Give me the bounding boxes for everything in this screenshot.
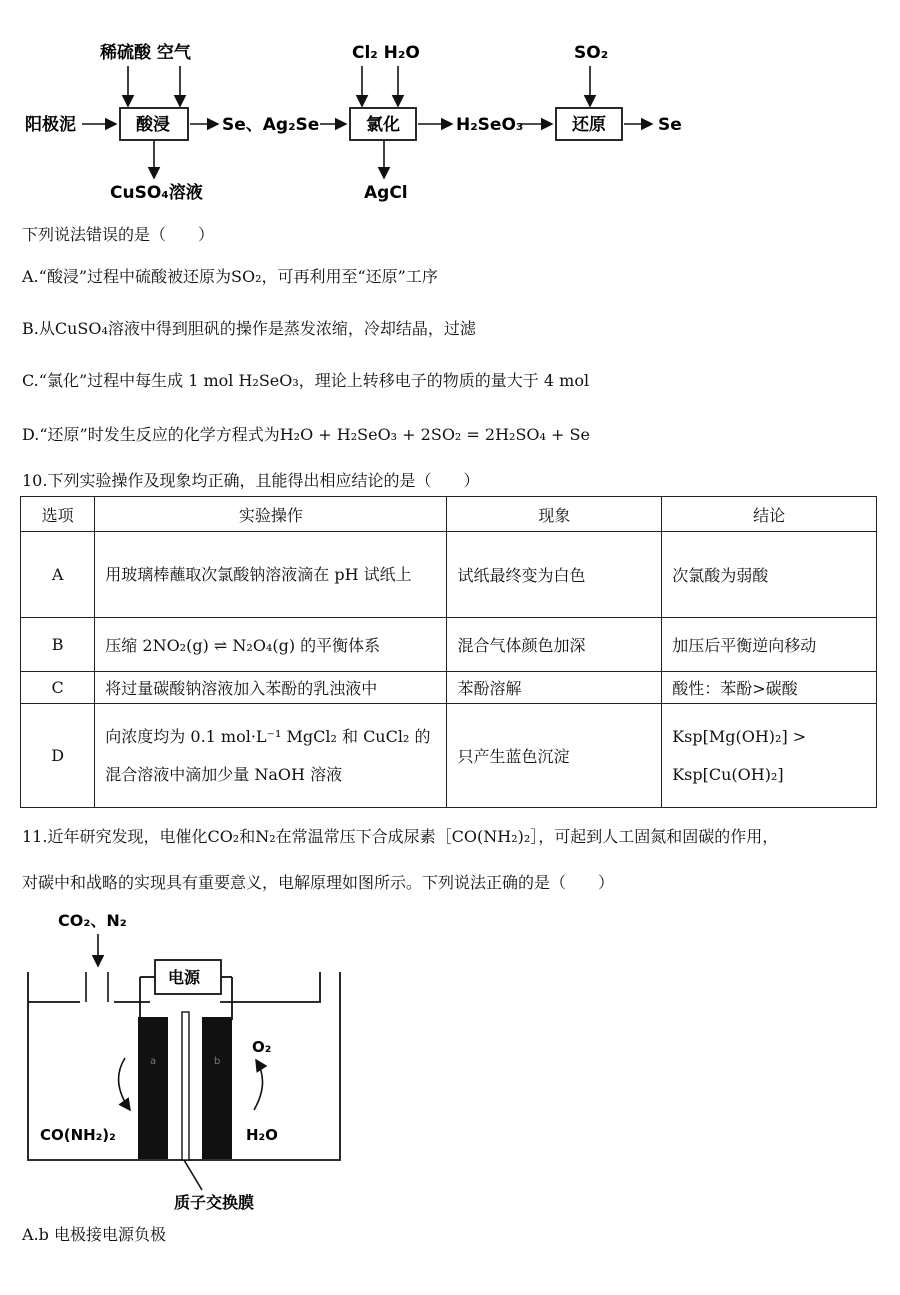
row-d-option: D bbox=[21, 704, 95, 808]
header-phenomenon: 现象 bbox=[447, 497, 662, 532]
row-c-phenomenon: 苯酚溶解 bbox=[447, 672, 662, 704]
row-d-phenomenon: 只产生蓝色沉淀 bbox=[447, 704, 662, 808]
q9-option-c: C.“氯化”过程中每生成 1 mol H₂SeO₃，理论上转移电子的物质的量大于 4 mol bbox=[22, 371, 590, 390]
row-c-option: C bbox=[21, 672, 95, 704]
electrode-a-label: a bbox=[150, 1056, 157, 1067]
electrode-b bbox=[202, 1017, 232, 1159]
flow-mid2: H₂SeO₃ bbox=[456, 115, 524, 135]
table-row bbox=[21, 704, 877, 808]
q9-option-d: D.“还原”时发生反应的化学方程式为H₂O + H₂SeO₃ + 2SO₂ = 2H₂SO₄ + Se bbox=[22, 425, 590, 444]
row-c-operation: 将过量碳酸钠溶液加入苯酚的乳浊液中 bbox=[95, 672, 447, 704]
experiment-table bbox=[20, 496, 877, 808]
row-d-conclusion: Ksp[Mg(OH)₂] > Ksp[Cu(OH)₂] bbox=[662, 704, 877, 808]
q11-option-a: A.b 电极接电源负极 bbox=[22, 1225, 166, 1244]
product-label: CO(NH₂)₂ bbox=[40, 1126, 116, 1144]
row-a-operation: 用玻璃棒蘸取次氯酸钠溶液滴在 pH 试纸上 bbox=[95, 532, 447, 618]
flow-inputs-top1: 稀硫酸 空气 bbox=[100, 43, 191, 63]
q9-option-b: B.从CuSO₄溶液中得到胆矾的操作是蒸发浓缩，冷却结晶，过滤 bbox=[22, 319, 476, 338]
header-option: 选项 bbox=[21, 497, 95, 532]
row-b-phenomenon: 混合气体颜色加深 bbox=[447, 618, 662, 672]
row-a-phenomenon: 试纸最终变为白色 bbox=[447, 532, 662, 618]
header-conclusion: 结论 bbox=[662, 497, 877, 532]
o2-label: O₂ bbox=[252, 1038, 272, 1056]
membrane-label: 质子交换膜 bbox=[174, 1193, 255, 1212]
q9-stem: 下列说法错误的是（ ） bbox=[22, 225, 215, 244]
q11-line2: 对碳中和战略的实现具有重要意义，电解原理如图所示。下列说法正确的是（ ） bbox=[22, 873, 615, 892]
flow-box1-label: 酸浸 bbox=[136, 115, 170, 135]
flow-end: Se bbox=[658, 115, 682, 135]
flow-out-bottom2: AgCl bbox=[364, 183, 408, 203]
table-row bbox=[21, 532, 877, 618]
power-source-label: 电源 bbox=[168, 968, 201, 987]
q9-option-a: A.“酸浸”过程中硫酸被还原为SO₂，可再利用至“还原”工序 bbox=[22, 267, 438, 286]
row-b-operation: 压缩 2NO₂(g) ⇌ N₂O₄(g) 的平衡体系 bbox=[95, 618, 447, 672]
electrolysis-diagram bbox=[20, 902, 360, 1220]
row-c-conclusion: 酸性：苯酚>碳酸 bbox=[662, 672, 877, 704]
flow-start: 阳极泥 bbox=[25, 115, 76, 135]
row-b-option: B bbox=[21, 618, 95, 672]
flow-input-top3: SO₂ bbox=[574, 43, 609, 63]
row-a-option: A bbox=[21, 532, 95, 618]
table-row bbox=[21, 672, 877, 704]
process-flowchart bbox=[20, 38, 700, 208]
header-operation: 实验操作 bbox=[95, 497, 447, 532]
flow-mid1: Se、Ag₂Se bbox=[222, 115, 320, 135]
row-d-operation: 向浓度均为 0.1 mol·L⁻¹ MgCl₂ 和 CuCl₂ 的混合溶液中滴加少量 NaOH 溶液 bbox=[95, 704, 447, 808]
flow-out-bottom1: CuSO₄溶液 bbox=[110, 183, 203, 203]
row-b-conclusion: 加压后平衡逆向移动 bbox=[662, 618, 877, 672]
flow-box3-label: 还原 bbox=[572, 115, 606, 135]
flow-inputs-top2: Cl₂ H₂O bbox=[352, 43, 420, 63]
q11-line1: 11.近年研究发现，电催化CO₂和N₂在常温常压下合成尿素［CO(NH₂)₂］，可起到人工固氮和固碳的作用， bbox=[22, 827, 779, 846]
row-a-conclusion: 次氯酸为弱酸 bbox=[662, 532, 877, 618]
flow-box2-label: 氯化 bbox=[366, 115, 400, 135]
h2o-label: H₂O bbox=[246, 1126, 278, 1144]
electrode-a bbox=[138, 1017, 168, 1159]
gas-in-label: CO₂、N₂ bbox=[58, 911, 127, 930]
proton-exchange-membrane bbox=[182, 1012, 189, 1160]
table-header-row bbox=[21, 497, 877, 532]
q10-stem: 10.下列实验操作及现象均正确，且能得出相应结论的是（ ） bbox=[22, 471, 480, 490]
table-row bbox=[21, 618, 877, 672]
electrode-b-label: b bbox=[214, 1056, 221, 1067]
